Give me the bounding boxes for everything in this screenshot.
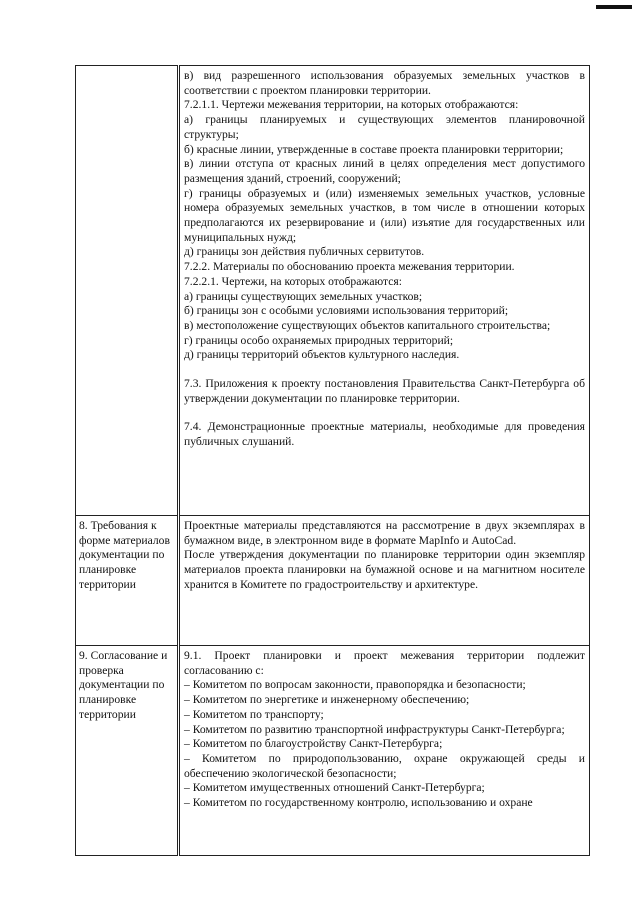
- list-item: в) линии отступа от красных линий в целях определения мест допустимого размещения зданий, строений, сооружений;: [184, 157, 585, 185]
- list-item: д) границы зон действия публичных сервитутов.: [184, 245, 425, 259]
- list-item: г) границы особо охраняемых природных территорий;: [184, 333, 454, 347]
- row-content-section-8: [179, 516, 590, 646]
- list-item: б) границы зон с особыми условиями использования территорий;: [184, 304, 509, 318]
- table-row-section-7: [76, 66, 590, 516]
- requirements-table: [75, 65, 590, 856]
- list-item: в) вид разрешенного использования образуемых земельных участков в соответствии с проектом планировки территории.: [184, 69, 585, 97]
- list-item: – Комитетом имущественных отношений Санкт-Петербурга;: [184, 781, 485, 795]
- list-item: – Комитетом по природопользованию, охране окружающей среды и обеспечению экологической безопасности;: [184, 751, 585, 780]
- row-label-section-8: 8. Требования к форме материалов документации по планировке территории: [76, 516, 179, 646]
- row-label-section-7: [76, 66, 179, 516]
- paragraph-gap: [184, 363, 585, 377]
- list-item: а) границы существующих земельных участков;: [184, 289, 423, 303]
- subsection-heading: 7.2.1.1. Чертежи межевания территории, на которых отображаются:: [184, 98, 519, 112]
- paragraph-7-4: 7.4. Демонстрационные проектные материалы, необходимые для проведения публичных слушаний.: [184, 420, 585, 449]
- row-label-section-9: 9. Согласование и проверка документации по планировке территории: [76, 646, 179, 856]
- list-item: г) границы образуемых и (или) изменяемых земельных участков, условные номера образуемых земельных участков, в том числе в отношении которых предполагаются их резервирование и (или) изъятие для государственных или муниципальных нужд;: [184, 186, 585, 244]
- list-item: в) местоположение существующих объектов капитального строительства;: [184, 318, 551, 332]
- list-item: – Комитетом по благоустройству Санкт-Петербурга;: [184, 737, 443, 751]
- subsection-heading: 7.2.2. Материалы по обоснованию проекта межевания территории.: [184, 260, 515, 274]
- list-item: д) границы территорий объектов культурного наследия.: [184, 348, 460, 362]
- list-item: б) красные линии, утвержденные в составе проекта планировки территории;: [184, 142, 564, 156]
- list-item: – Комитетом по транспорту;: [184, 707, 324, 721]
- paragraph: 9.1. Проект планировки и проект межевания территории подлежит согласованию с:: [184, 649, 585, 677]
- list-item: а) границы планируемых и существующих элементов планировочной структуры;: [184, 113, 585, 141]
- paragraph: Проектные материалы представляются на рассмотрение в двух экземплярах в бумажном виде, в электронном виде в формате MapInfo и AutoCad.: [184, 519, 585, 547]
- paragraph-gap: [184, 406, 585, 420]
- table-row-section-9: [76, 646, 590, 856]
- list-item: – Комитетом по государственному контролю, использованию и охране: [184, 796, 533, 810]
- subsection-heading: 7.2.2.1. Чертежи, на которых отображаются:: [184, 274, 402, 288]
- list-item: – Комитетом по развитию транспортной инфраструктуры Санкт-Петербурга;: [184, 722, 565, 736]
- paragraph-7-3: 7.3. Приложения к проекту постановления Правительства Санкт-Петербурга об утверждении документации по планировке территории.: [184, 377, 585, 405]
- row-content-section-7: [179, 66, 590, 516]
- list-item: – Комитетом по энергетике и инженерному обеспечению;: [184, 693, 470, 707]
- table-row-section-8: [76, 516, 590, 646]
- header-rule: [596, 5, 632, 9]
- row-content-section-9: [179, 646, 590, 856]
- list-item: – Комитетом по вопросам законности, правопорядка и безопасности;: [184, 678, 526, 692]
- paragraph: После утверждения документации по планировке территории один экземпляр материалов проекта планировки на бумажной основе и на магнитном носителе хранится в Комитете по градостроительству и архитектуре.: [184, 548, 585, 591]
